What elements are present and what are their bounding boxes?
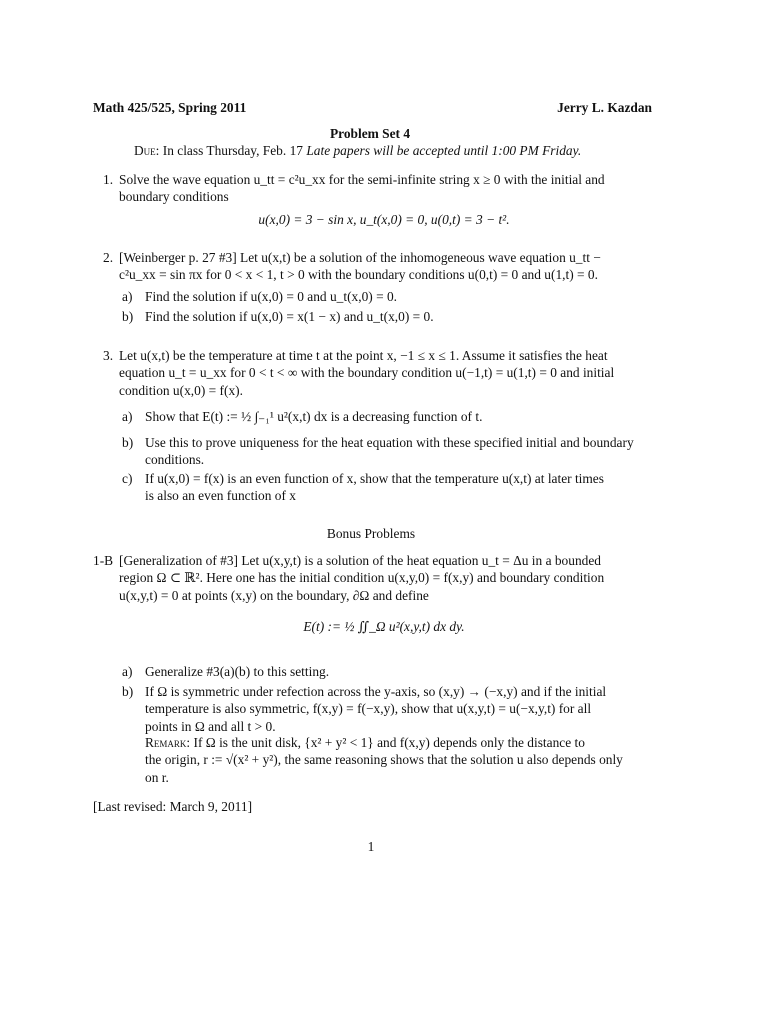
- problem-3c-label: c): [122, 471, 133, 486]
- problem-3b-text: [145, 434, 650, 469]
- remark-line-3: on r.: [145, 769, 169, 785]
- bonus-display-equation: E(t) := ½ ∬_Ω u²(x,y,t) dx dy.: [303, 619, 465, 634]
- problem-2-number: 2.: [103, 250, 114, 265]
- page-title: Problem Set 4: [329, 126, 411, 141]
- problem-2b-label: b): [122, 309, 134, 324]
- problem-3-line-2: equation u_t = u_xx for 0 < t < ∞ with the boundary condition u(−1,t) = u(1,t) = 0 and initial: [119, 365, 615, 381]
- problem-1-number: 1.: [103, 172, 114, 187]
- problem-3-text: [119, 347, 650, 399]
- remark-line-1-text: If Ω is the unit disk, {x² + y² < 1} and f(x,y) depends only the distance to: [193, 735, 585, 750]
- problem-3c-line-2: is also an even function of x: [145, 488, 296, 504]
- bonus-heading: Bonus Problems: [326, 526, 416, 541]
- problem-3a-text: Show that E(t) := ½ ∫₋₁¹ u²(x,t) dx is a decreasing function of t.: [145, 409, 483, 424]
- bonus-text: [119, 552, 650, 604]
- problem-2a-label: a): [122, 289, 133, 304]
- bonus-a-text: Generalize #3(a)(b) to this setting.: [145, 664, 330, 679]
- page-number: 1: [367, 839, 375, 854]
- course-header: Math 425/525, Spring 2011: [93, 100, 247, 115]
- problem-1-display-equation: u(x,0) = 3 − sin x, u_t(x,0) = 0, u(0,t) = 3 − t².: [258, 212, 510, 227]
- due-label: Due:: [134, 143, 160, 158]
- last-revised: [Last revised: March 9, 2011]: [93, 799, 253, 814]
- bonus-line-3: u(x,y,t) = 0 at points (x,y) on the boundary, ∂Ω and define: [119, 587, 429, 603]
- problem-2a-text: Find the solution if u(x,0) = 0 and u_t(x,0) = 0.: [145, 289, 398, 304]
- problem-1-line-1: Solve the wave equation u_tt = c²u_xx for the semi-infinite string x ≥ 0 with the initial and: [119, 172, 605, 187]
- bonus-b-text: [145, 683, 650, 735]
- problem-3-line-1: Let u(x,t) be the temperature at time t at the point x, −1 ≤ x ≤ 1. Assume it satisfies the heat: [119, 348, 608, 363]
- bonus-a-label: a): [122, 664, 133, 679]
- bonus-line-2: region Ω ⊂ ℝ². Here one has the initial condition u(x,y,0) = f(x,y) and boundary condition: [119, 570, 605, 586]
- remark-label: Remark:: [145, 735, 191, 750]
- problem-3b-line-1: Use this to prove uniqueness for the heat equation with these specified initial and boundary: [145, 435, 634, 450]
- problem-3b-line-2: conditions.: [145, 452, 205, 468]
- bonus-line-1: [Generalization of #3] Let u(x,y,t) is a solution of the heat equation u_t = Δu in a bounded: [119, 553, 601, 568]
- bonus-b-line-1: If Ω is symmetric under refection across the y-axis, so (x,y) → (−x,y) and if the initial: [145, 684, 607, 699]
- remark-line-2: the origin, r := √(x² + y²), the same reasoning shows that the solution u also depends only: [145, 752, 623, 768]
- due-late-note: Late papers will be accepted until 1:00 PM Friday.: [306, 143, 582, 158]
- problem-3c-line-1: If u(x,0) = f(x) is an even function of x, show that the temperature u(x,t) at later times: [145, 471, 604, 486]
- bonus-number: 1-B: [93, 553, 114, 568]
- problem-3b-label: b): [122, 435, 134, 450]
- problem-2-line-2: c²u_xx = sin πx for 0 < x < 1, t > 0 with the boundary conditions u(0,t) = 0 and u(1,t) = 0.: [119, 267, 598, 283]
- due-text: In class Thursday, Feb. 17: [162, 143, 303, 158]
- bonus-b-label: b): [122, 684, 134, 699]
- problem-3c-text: [145, 470, 650, 505]
- problem-3a-label: a): [122, 409, 133, 424]
- bonus-b-line-3: points in Ω and all t > 0.: [145, 718, 276, 734]
- due-line: [134, 142, 581, 159]
- problem-2-line-1: [Weinberger p. 27 #3] Let u(x,t) be a solution of the inhomogeneous wave equation u_tt −: [119, 250, 601, 265]
- author-header: Jerry L. Kazdan: [557, 100, 652, 115]
- problem-1-text: [119, 171, 650, 206]
- problem-2b-text: Find the solution if u(x,0) = x(1 − x) and u_t(x,0) = 0.: [145, 309, 434, 324]
- remark-line-1: [145, 734, 650, 751]
- bonus-b-line-2: temperature is also symmetric, f(x,y) = f(−x,y), show that u(x,y,t) = u(−x,y,t) for all: [145, 701, 592, 717]
- problem-3-number: 3.: [103, 348, 114, 363]
- problem-3-line-3: condition u(x,0) = f(x).: [119, 382, 243, 398]
- remark-block: [145, 734, 650, 786]
- problem-1-line-2: boundary conditions: [119, 189, 229, 205]
- problem-2-text: [119, 249, 650, 284]
